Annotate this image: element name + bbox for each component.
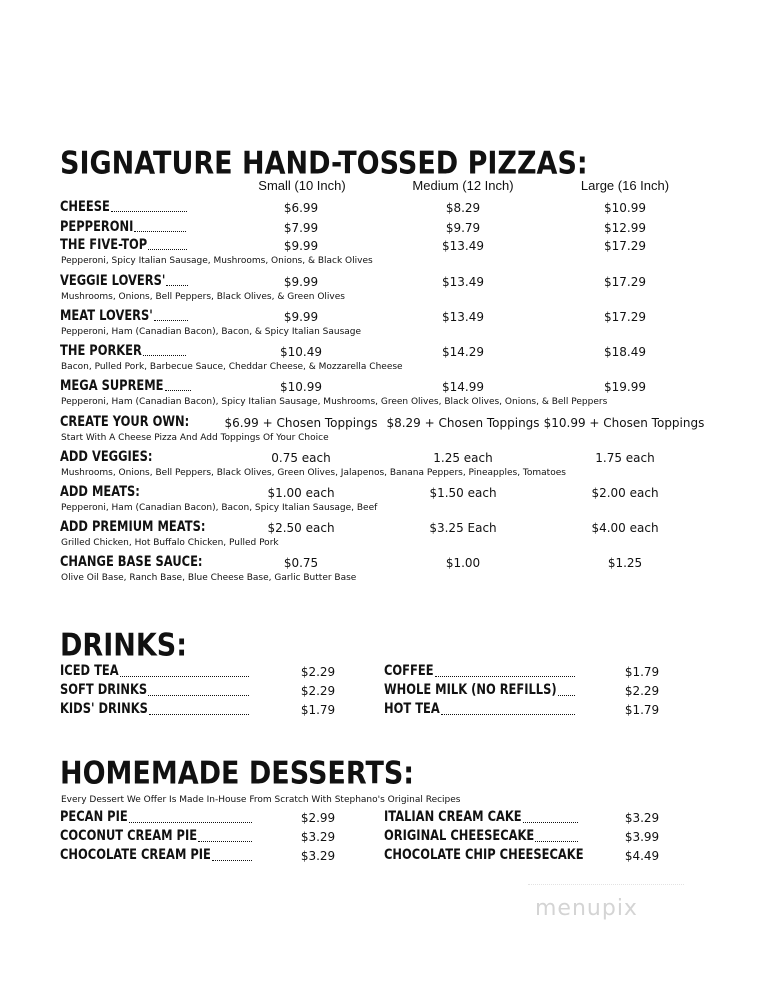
pizza-price: $2.50 each [267, 521, 335, 535]
dessert-price: $4.49 [624, 849, 660, 863]
dot-leader [165, 390, 191, 391]
dot-leader [154, 320, 188, 321]
dessert-price: $3.29 [624, 811, 660, 825]
pizzas-heading: SIGNATURE HAND-TOSSED PIZZAS: [60, 146, 588, 182]
pizza-price: $1.25 [607, 556, 643, 570]
pizza-name: CREATE YOUR OWN: [60, 414, 190, 430]
dessert-name: COCONUT CREAM PIE [60, 828, 198, 844]
drink-name: KIDS' DRINKS [60, 701, 148, 717]
pizza-price: $18.49 [604, 345, 646, 359]
pizza-price: $3.25 Each [429, 521, 497, 535]
pizza-price: $10.99 + Chosen Toppings [543, 416, 705, 430]
desserts-subtitle: Every Dessert We Offer Is Made In-House From Scratch With Stephano's Original Recipes [61, 795, 461, 805]
pizza-price: $4.00 each [591, 521, 659, 535]
dot-leader [441, 714, 575, 715]
pizza-name: MEAT LOVERS' [60, 308, 153, 324]
pizza-description: Mushrooms, Onions, Bell Peppers, Black Olives, Green Olives, Jalapenos, Banana Peppers, Pineapples, Tomatoes [61, 468, 566, 478]
pizza-price: $14.29 [442, 345, 484, 359]
pizza-description: Pepperoni, Ham (Canadian Bacon), Spicy Italian Sausage, Mushrooms, Green Olives, Black Olives, Onions, & Bell Peppers [61, 397, 608, 407]
dot-leader [148, 249, 187, 250]
pizza-description: Pepperoni, Ham (Canadian Bacon), Bacon, Spicy Italian Sausage, Beef [61, 503, 378, 513]
pizza-price: $10.99 [604, 201, 646, 215]
pizza-description: Start With A Cheese Pizza And Add Toppings Of Your Choice [61, 433, 329, 443]
dot-leader [148, 695, 249, 696]
dessert-price: $2.99 [300, 811, 336, 825]
pizza-name: VEGGIE LOVERS' [60, 273, 166, 289]
pizza-name: CHANGE BASE SAUCE: [60, 554, 203, 570]
drink-name: HOT TEA [384, 701, 440, 717]
dot-leader [198, 841, 252, 842]
pizza-price: $6.99 + Chosen Toppings [224, 416, 378, 430]
drink-price: $2.29 [624, 684, 660, 698]
pizza-price: $7.99 [283, 221, 319, 235]
dot-leader [166, 285, 188, 286]
drink-name: SOFT DRINKS [60, 682, 148, 698]
dessert-price: $3.29 [300, 849, 336, 863]
drink-price: $1.79 [624, 703, 660, 717]
pizza-description: Pepperoni, Ham (Canadian Bacon), Bacon, & Spicy Italian Sausage [61, 327, 362, 337]
pizza-price: $13.49 [442, 239, 484, 253]
dessert-price: $3.99 [624, 830, 660, 844]
pizza-price: $6.99 [283, 201, 319, 215]
column-small: Small (10 Inch) [258, 178, 346, 193]
pizza-price: $1.00 [445, 556, 481, 570]
pizza-name: ADD VEGGIES: [60, 449, 153, 465]
pizza-price: $10.99 [280, 380, 322, 394]
pizza-description: Olive Oil Base, Ranch Base, Blue Cheese Base, Garlic Butter Base [61, 573, 357, 583]
drink-price: $1.79 [300, 703, 336, 717]
dessert-name: CHOCOLATE CHIP CHEESECAKE [384, 847, 584, 863]
drink-name: ICED TEA [60, 663, 119, 679]
pizza-price: $17.29 [604, 275, 646, 289]
pizza-description: Mushrooms, Onions, Bell Peppers, Black Olives, & Green Olives [61, 292, 345, 302]
drinks-heading: DRINKS: [60, 628, 188, 664]
pizza-price: $14.99 [442, 380, 484, 394]
dessert-name: ITALIAN CREAM CAKE [384, 809, 522, 825]
pizza-name: PEPPERONI [60, 219, 134, 235]
pizza-price: $8.29 [445, 201, 481, 215]
dessert-name: PECAN PIE [60, 809, 128, 825]
pizza-name: THE FIVE-TOP [60, 237, 148, 253]
column-medium: Medium (12 Inch) [412, 178, 514, 193]
dot-leader [535, 841, 578, 842]
pizza-price: $19.99 [604, 380, 646, 394]
drink-price: $2.29 [300, 684, 336, 698]
pizza-price: $17.29 [604, 239, 646, 253]
pizza-name: ADD PREMIUM MEATS: [60, 519, 206, 535]
dot-leader [120, 676, 249, 677]
pizza-price: $9.99 [283, 239, 319, 253]
dot-leader [134, 231, 186, 232]
drink-price: $1.79 [624, 665, 660, 679]
dessert-name: CHOCOLATE CREAM PIE [60, 847, 211, 863]
pizza-description: Pepperoni, Spicy Italian Sausage, Mushrooms, Onions, & Black Olives [61, 256, 373, 266]
pizza-price: $1.00 each [267, 486, 335, 500]
pizza-price: $1.50 each [429, 486, 497, 500]
pizza-price: $13.49 [442, 275, 484, 289]
dot-leader [212, 860, 252, 861]
drink-name: WHOLE MILK (NO REFILLS) [384, 682, 557, 698]
dessert-name: ORIGINAL CHEESECAKE [384, 828, 535, 844]
pizza-price: $9.99 [283, 275, 319, 289]
drink-name: COFFEE [384, 663, 434, 679]
pizza-description: Grilled Chicken, Hot Buffalo Chicken, Pulled Pork [61, 538, 279, 548]
dot-leader [129, 822, 252, 823]
dot-leader [149, 714, 249, 715]
dot-leader [435, 676, 575, 677]
pizza-price: $2.00 each [591, 486, 659, 500]
pizza-price: $17.29 [604, 310, 646, 324]
dessert-price: $3.29 [300, 830, 336, 844]
watermark-line [528, 884, 684, 885]
drink-price: $2.29 [300, 665, 336, 679]
watermark-logo: menupix [535, 896, 638, 921]
dot-leader [111, 211, 187, 212]
pizza-description: Bacon, Pulled Pork, Barbecue Sauce, Cheddar Cheese, & Mozzarella Cheese [61, 362, 403, 372]
column-large: Large (16 Inch) [580, 178, 670, 193]
pizza-price: $0.75 [283, 556, 319, 570]
pizza-price: 1.25 each [433, 451, 493, 465]
pizza-price: 0.75 each [271, 451, 331, 465]
pizza-price: $8.29 + Chosen Toppings [386, 416, 540, 430]
pizza-name: MEGA SUPREME [60, 378, 164, 394]
desserts-heading: HOMEMADE DESSERTS: [60, 756, 415, 792]
pizza-price: $9.99 [283, 310, 319, 324]
pizza-price: $9.79 [445, 221, 481, 235]
dot-leader [143, 355, 186, 356]
dot-leader [558, 695, 575, 696]
pizza-name: CHEESE [60, 199, 110, 215]
pizza-price: $13.49 [442, 310, 484, 324]
pizza-name: ADD MEATS: [60, 484, 140, 500]
pizza-price: $12.99 [604, 221, 646, 235]
pizza-price: 1.75 each [595, 451, 655, 465]
pizza-name: THE PORKER [60, 343, 142, 359]
dot-leader [523, 822, 578, 823]
pizza-price: $10.49 [280, 345, 322, 359]
